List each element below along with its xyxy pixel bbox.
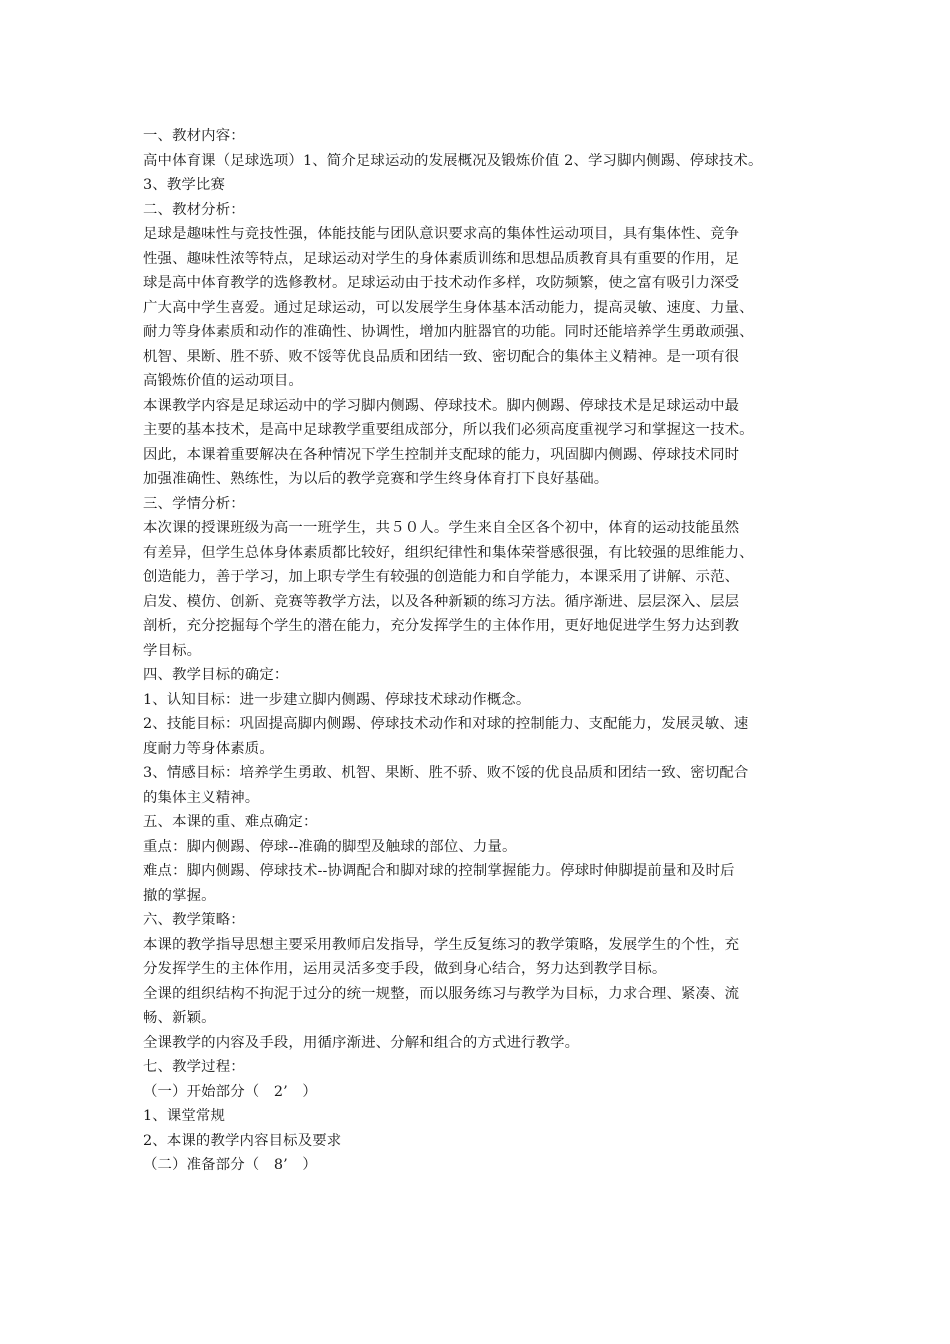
text-line: 分发挥学生的主体作用，运用灵活多变手段，做到身心结合，努力达到教学目标。 [143,961,667,977]
text-line: 全课教学的内容及手段，用循序渐进、分解和组合的方式进行教学。 [143,1034,580,1051]
text-line: 启发、模仿、创新、竞赛等教学方法，以及各种新颖的练习方法。循序渐进、层层深入、层层 [143,593,740,610]
text-line: 难点：脚内侧踢、停球技术--协调配合和脚对球的控制掌握能力。停球时伸脚提前量和及时后 [143,863,735,879]
heading-student-analysis: 三、学情分析： [143,495,245,512]
text-line: 因此，本课着重要解决在各种情况下学生控制并支配球的能力，巩固脚内侧踢、停球技术同时 [143,446,740,463]
text-line: 1、课堂常规 [143,1108,226,1124]
text-line: 的集体主义精神。 [143,789,260,806]
text-line: 3、情感目标：培养学生勇敢、机智、果断、胜不骄、败不馁的优良品质和团结一致、密切配合 [143,765,749,781]
text-line: 加强准确性、熟练性，为以后的教学竞赛和学生终身体育打下良好基础。 [143,471,609,487]
text-line: 创造能力，善于学习，加上职专学生有较强的创造能力和自学能力，本课采用了讲解、示范、 [143,569,740,585]
text-line: 足球是趣味性与竞技性强，体能技能与团队意识要求高的集体性运动项目，具有集体性、竞争 [143,226,740,242]
text-line: （二）准备部分（ 8’ ） [143,1157,317,1173]
heading-analysis: 二、教材分析： [143,201,245,218]
heading-key-points: 五、本课的重、难点确定： [143,814,318,830]
heading-materials: 一、教材内容： [143,128,245,144]
text-line: 撤的掌握。 [143,887,216,904]
text-line: 1、认知目标：进一步建立脚内侧踢、停球技术球动作概念。 [143,691,531,708]
document-body [143,124,811,1178]
text-line: （一）开始部分（ 2’ ） [143,1083,317,1100]
text-line: 机智、果断、胜不骄、败不馁等优良品质和团结一致、密切配合的集体主义精神。是一项有很 [143,348,740,365]
text-line: 广大高中学生喜爱。通过足球运动，可以发展学生身体基本活动能力，提高灵敏、速度、力量、 [143,299,754,316]
text-line: 学目标。 [143,642,202,659]
text-line: 耐力等身体素质和动作的准确性、协调性，增加内脏器官的功能。同时还能培养学生勇敢顽强、 [143,324,754,340]
heading-process: 七、教学过程： [143,1059,245,1075]
text-line: 重点：脚内侧踢、停球--准确的脚型及触球的部位、力量。 [143,838,517,855]
text-line: 本课的教学指导思想主要采用教师启发指导，学生反复练习的教学策略，发展学生的个性，充 [143,936,740,953]
text-line: 高锻炼价值的运动项目。 [143,373,303,389]
text-line: 度耐力等身体素质。 [143,740,274,757]
text-line: 有差异，但学生总体身体素质都比较好，组织纪律性和集体荣誉感很强，有比较强的思维能力、 [143,544,754,561]
text-line: 全课的组织结构不拘泥于过分的统一规整，而以服务练习与教学为目标，力求合理、紧凑、流 [143,985,740,1002]
text-line: 球是高中体育教学的选修教材。足球运动由于技术动作多样，攻防频繁，使之富有吸引力深受 [143,275,740,291]
text-line: 剖析，充分挖掘每个学生的潜在能力，充分发挥学生的主体作用，更好地促进学生努力达到教 [143,618,740,634]
text-line: 3、教学比赛 [143,177,226,193]
heading-strategy: 六、教学策略： [143,912,245,928]
text-line: 2、技能目标：巩固提高脚内侧踢、停球技术动作和对球的控制能力、支配能力，发展灵敏、速 [143,716,749,732]
text-line: 性强、趣味性浓等特点，足球运动对学生的身体素质训练和思想品质教育具有重要的作用，足 [143,250,740,267]
heading-objectives: 四、教学目标的确定： [143,667,289,683]
text-line: 高中体育课（足球选项）1、简介足球运动的发展概况及锻炼价值 2、学习脚内侧踢、停球技术。 [143,152,763,169]
text-line: 本次课的授课班级为高一一班学生，共５０人。学生来自全区各个初中，体育的运动技能虽然 [143,520,740,536]
text-line: 主要的基本技术，是高中足球教学重要组成部分，所以我们必须高度重视学习和掌握这一技术。 [143,422,754,438]
text-line: 畅、新颖。 [143,1010,216,1026]
text-line: 2、本课的教学内容目标及要求 [143,1132,342,1149]
text-line: 本课教学内容是足球运动中的学习脚内侧踢、停球技术。脚内侧踢、停球技术是足球运动中最 [143,397,740,414]
